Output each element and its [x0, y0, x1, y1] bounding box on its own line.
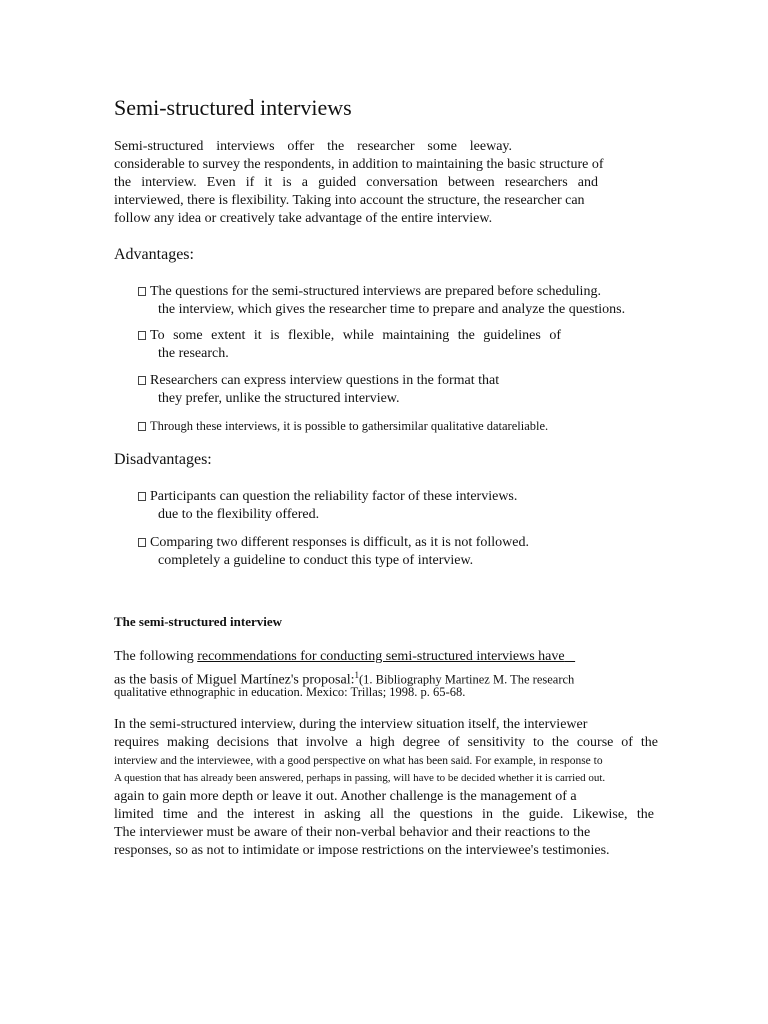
intro-line-1: Semi-structured interviews offer the researcher some leeway. [114, 139, 512, 154]
para1-line-2-text: as the basis of Miguel Martínez's proposal: [114, 672, 355, 688]
intro-line-4: interviewed, there is flexibility. Taking into account the structure, the researcher can [114, 193, 585, 208]
bullet-box-icon [138, 538, 146, 547]
intro-line-2: considerable to survey the respondents, in addition to maintaining the basic structure of [114, 157, 604, 172]
para2-line-2: requires making decisions that involve a high degree of sensitivity to the course of the [114, 735, 658, 750]
advantage-item-3-line-1: Researchers can express interview questions in the format that [150, 373, 500, 388]
advantage-item-2-line-1: To some extent it is flexible, while maintaining the guidelines of [150, 328, 561, 343]
advantage-item-4 [138, 417, 548, 435]
intro-line-5: follow any idea or creatively take advantage of the entire interview. [114, 211, 493, 226]
intro-line-3: the interview. Even if it is a guided conversation between researchers and [114, 175, 598, 190]
footnote-marker: 1 [354, 670, 359, 680]
para2-line-4: A question that has already been answered, perhaps in passing, will have to be decided whether it is carried out. [114, 772, 606, 784]
para1-line-2-rest: (1. Bibliography Martinez M. The research [358, 672, 575, 687]
advantage-item-1 [138, 283, 601, 301]
para1-line-1-underlined: recommendations for conducting semi-structured interviews have [197, 649, 565, 664]
advantage-item-2 [138, 327, 561, 345]
advantage-item-1-line-2: the interview, which gives the researcher time to prepare and analyze the questions. [158, 302, 626, 317]
advantage-item-3 [138, 372, 499, 390]
para2-line-6: limited time and the interest in asking all the questions in the guide. Likewise, the [114, 807, 654, 822]
disadvantage-item-1-line-1: Participants can question the reliability factor of these interviews. [150, 489, 518, 504]
bullet-box-icon [138, 492, 146, 501]
para2-line-7: The interviewer must be aware of their non-verbal behavior and their reactions to the [114, 825, 591, 840]
para1-line-1-prefix: The following [114, 649, 198, 664]
para1-line-1 [114, 648, 575, 666]
disadvantage-item-1-line-2: due to the flexibility offered. [158, 507, 320, 522]
advantage-item-2-line-2: the research. [158, 346, 229, 361]
para2-line-1: In the semi-structured interview, during the interview situation itself, the interviewer [114, 717, 588, 732]
bullet-box-icon [138, 376, 146, 385]
advantage-item-3-line-2: they prefer, unlike the structured interview. [158, 391, 400, 406]
advantages-heading: Advantages: [114, 246, 194, 263]
advantage-item-1-line-1: The questions for the semi-structured interviews are prepared before scheduling. [150, 284, 601, 299]
bullet-box-icon [138, 331, 146, 340]
bullet-box-icon [138, 287, 146, 296]
disadvantage-item-1 [138, 488, 517, 506]
disadvantage-item-2-line-1: Comparing two different responses is difficult, as it is not followed. [150, 535, 529, 550]
page-title: Semi-structured interviews [114, 95, 352, 120]
bullet-box-icon [138, 422, 146, 431]
para2-line-5: again to gain more depth or leave it out. Another challenge is the management of a [114, 789, 577, 804]
disadvantage-item-2-line-2: completely a guideline to conduct this type of interview. [158, 553, 474, 568]
para1-line-3: qualitative ethnographic in education. Mexico: Trillas; 1998. p. 65-68. [114, 685, 466, 699]
para2-line-8: responses, so as not to intimidate or impose restrictions on the interviewee's testimonies. [114, 843, 610, 858]
para2-line-3: interview and the interviewee, with a good perspective on what has been said. For example, in response to [114, 755, 603, 767]
section-heading: The semi-structured interview [114, 614, 283, 629]
disadvantages-heading: Disadvantages: [114, 451, 212, 468]
disadvantage-item-2 [138, 534, 529, 552]
advantage-item-4-line-1: Through these interviews, it is possible to gathersimilar qualitative datareliable. [150, 419, 549, 433]
